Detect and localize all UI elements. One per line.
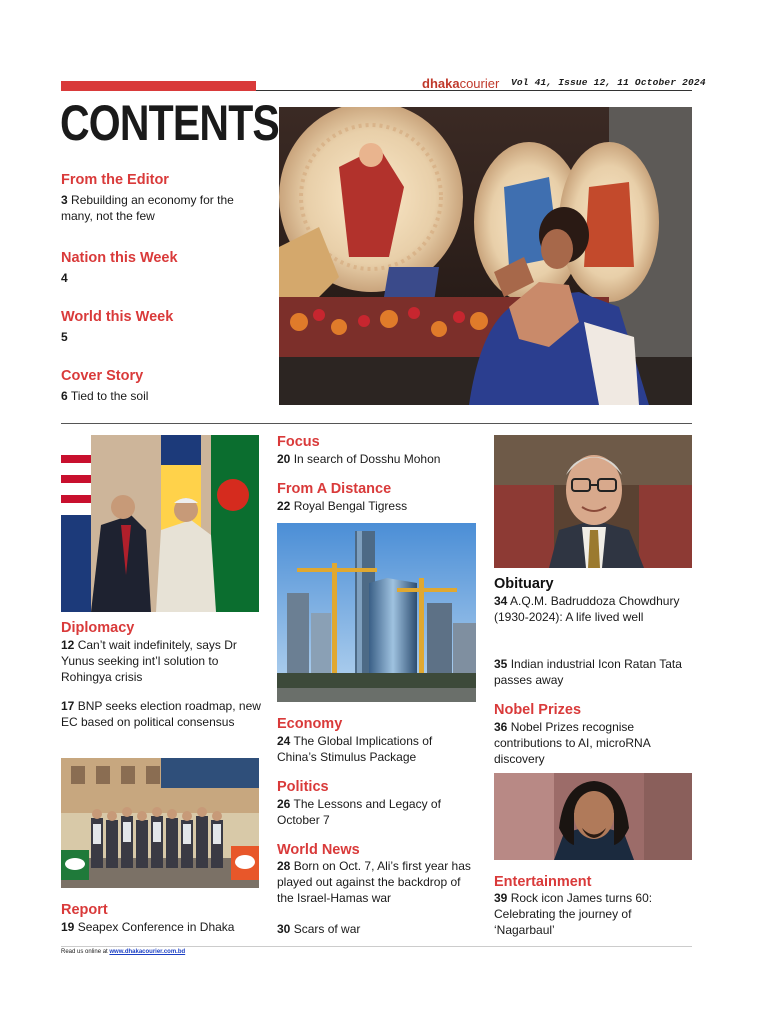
entertainment-photo[interactable]: [494, 773, 692, 860]
toc-entry[interactable]: 12 Can’t wait indefinitely, says Dr Yunus seeking int’l solution to Rohingya crisis: [61, 638, 237, 684]
toc-entry[interactable]: 35 Indian industrial Icon Ratan Tata passes away: [494, 657, 682, 687]
section-from-a-distance[interactable]: From A Distance: [277, 481, 392, 497]
section-cover-story[interactable]: Cover Story: [61, 368, 144, 384]
economy-photo[interactable]: [277, 523, 476, 702]
section-divider: [61, 423, 692, 424]
section-nation-this-week[interactable]: Nation this Week: [61, 250, 178, 266]
toc-entry[interactable]: 24 The Global Implications of China’s Stimulus Package: [277, 734, 433, 764]
obituary-photo[interactable]: [494, 435, 692, 568]
toc-entry[interactable]: 17 BNP seeks election roadmap, new EC based on political consensus: [61, 699, 261, 729]
masthead-logo[interactable]: dhakacourier: [422, 76, 500, 91]
toc-entry[interactable]: 6 Tied to the soil: [61, 389, 149, 403]
section-world-news[interactable]: World News: [277, 842, 360, 858]
footer-rule: [61, 946, 692, 947]
issue-info: Vol 41, Issue 12, 11 October 2024: [511, 77, 706, 88]
toc-entry[interactable]: 22 Royal Bengal Tigress: [277, 499, 408, 513]
section-world-this-week[interactable]: World this Week: [61, 309, 174, 325]
toc-entry[interactable]: 34 A.Q.M. Badruddoza Chowdhury (1930-2024): A life lived well: [494, 594, 680, 624]
toc-entry[interactable]: 26 The Lessons and Legacy of October 7: [277, 797, 441, 827]
section-entertainment[interactable]: Entertainment: [494, 874, 592, 890]
toc-entry[interactable]: 3 Rebuilding an economy for the many, not the few: [61, 193, 234, 223]
section-focus[interactable]: Focus: [277, 434, 320, 450]
report-photo[interactable]: [61, 758, 259, 888]
toc-entry[interactable]: 28 Born on Oct. 7, Ali’s first year has played out against the backdrop of the Israel-Hamas war: [277, 859, 471, 905]
cover-photo[interactable]: [279, 107, 692, 405]
section-report[interactable]: Report: [61, 902, 108, 918]
toc-entry[interactable]: 36 Nobel Prizes recognise contributions to AI, microRNA discovery: [494, 720, 651, 766]
section-obituary[interactable]: Obituary: [494, 576, 554, 592]
footer-note: Read us online at www.dhakacourier.com.bd: [61, 949, 186, 955]
section-diplomacy[interactable]: Diplomacy: [61, 620, 135, 636]
section-economy[interactable]: Economy: [277, 716, 343, 732]
header-accent-bar: [61, 81, 256, 91]
section-nobel-prizes[interactable]: Nobel Prizes: [494, 702, 582, 718]
page-title: CONTENTS: [60, 95, 279, 151]
section-from-the-editor[interactable]: From the Editor: [61, 172, 169, 188]
website-link[interactable]: www.dhakacourier.com.bd: [109, 949, 186, 955]
toc-entry[interactable]: 4: [61, 271, 68, 285]
toc-entry[interactable]: 20 In search of Dosshu Mohon: [277, 452, 441, 466]
toc-entry[interactable]: 39 Rock icon James turns 60: Celebrating the journey of ‘Nagarbaul’: [494, 891, 653, 937]
toc-entry[interactable]: 19 Seapex Conference in Dhaka: [61, 920, 235, 934]
toc-entry[interactable]: 5: [61, 330, 68, 344]
section-politics[interactable]: Politics: [277, 779, 329, 795]
diplomacy-photo[interactable]: [61, 435, 259, 612]
toc-entry[interactable]: 30 Scars of war: [277, 922, 361, 936]
